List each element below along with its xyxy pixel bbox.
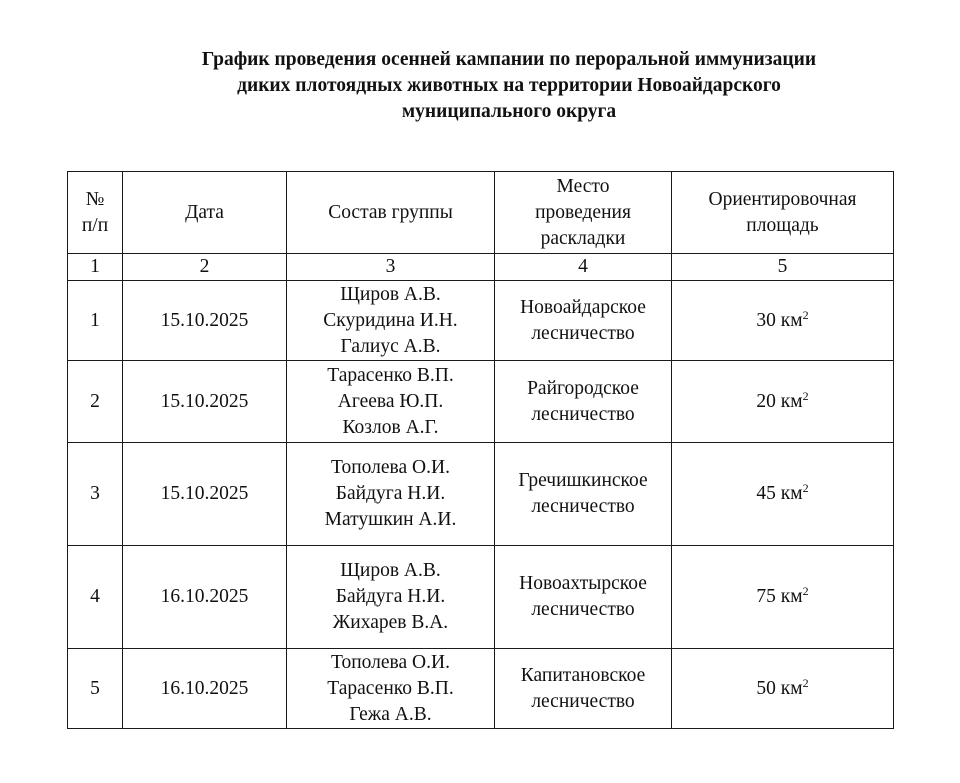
row-place — [495, 443, 672, 546]
row-date: 15.10.2025 — [123, 281, 287, 361]
column-number: 2 — [123, 254, 287, 281]
group-member: Тарасенко В.П. — [327, 677, 454, 699]
place-line: лесничество — [531, 599, 635, 620]
place-line: Гречишкинское — [518, 470, 648, 491]
header-number-line: п/п — [81, 214, 109, 236]
area-value: 45 км — [756, 483, 803, 504]
place-line: Райгородское — [527, 377, 639, 399]
row-number: 1 — [68, 281, 123, 361]
group-member: Тополева О.И. — [331, 651, 450, 673]
header-place-line: Место — [556, 175, 610, 197]
table-header-row — [68, 172, 894, 254]
area-value: 20 км — [756, 390, 803, 412]
row-number: 5 — [68, 649, 123, 729]
row-area — [672, 546, 894, 649]
group-member: Гежа А.В. — [349, 703, 432, 725]
header-place-line: проведения — [535, 201, 631, 223]
title-line-1: График проведения осенней кампании по пероральной иммунизации — [201, 49, 817, 70]
row-area — [672, 281, 894, 361]
row-date: 15.10.2025 — [123, 361, 287, 443]
group-member: Байдуга Н.И. — [335, 483, 446, 504]
table-row — [68, 649, 894, 729]
place-line: Капитановское — [520, 664, 646, 686]
row-date: 16.10.2025 — [123, 649, 287, 729]
header-area — [672, 172, 894, 254]
group-member: Агеева Ю.П. — [337, 390, 444, 412]
area-value: 30 км — [756, 309, 803, 331]
place-line: лесничество — [531, 403, 635, 425]
header-number-line: № — [85, 188, 105, 210]
row-date: 16.10.2025 — [123, 546, 287, 649]
group-member: Байдуга Н.И. — [335, 586, 446, 607]
row-area — [672, 649, 894, 729]
row-number: 3 — [68, 443, 123, 546]
area-value: 75 км — [756, 586, 803, 607]
header-area-line: площадь — [746, 214, 819, 236]
row-place — [495, 361, 672, 443]
table-row — [68, 281, 894, 361]
area-unit-exponent: 2 — [802, 388, 809, 403]
row-group — [287, 546, 495, 649]
row-area — [672, 443, 894, 546]
group-member: Галиус А.В. — [340, 335, 441, 357]
table-row — [68, 546, 894, 649]
group-member: Тополева О.И. — [331, 457, 450, 478]
place-line: лесничество — [531, 496, 635, 517]
column-number: 3 — [287, 254, 495, 281]
group-member: Щиров А.В. — [340, 283, 441, 305]
place-line: Новоайдарское — [520, 296, 646, 318]
row-group — [287, 649, 495, 729]
row-group — [287, 361, 495, 443]
header-group: Состав группы — [287, 172, 495, 254]
header-number — [68, 172, 123, 254]
group-member: Матушкин А.И. — [324, 509, 457, 530]
row-place — [495, 649, 672, 729]
area-unit-exponent: 2 — [802, 307, 809, 322]
row-group — [287, 281, 495, 361]
column-numbering-row — [68, 254, 894, 281]
area-unit-exponent: 2 — [802, 584, 809, 598]
schedule-table — [67, 171, 894, 729]
row-number: 4 — [68, 546, 123, 649]
row-area — [672, 361, 894, 443]
area-value: 50 км — [756, 677, 803, 699]
header-area-line: Ориентировочная — [708, 188, 857, 210]
place-line: Новоахтырское — [519, 573, 647, 594]
column-number: 5 — [672, 254, 894, 281]
header-place — [495, 172, 672, 254]
area-unit-exponent: 2 — [802, 481, 809, 495]
page-title — [100, 47, 918, 125]
column-number: 4 — [495, 254, 672, 281]
place-line: лесничество — [531, 322, 635, 344]
group-member: Козлов А.Г. — [342, 416, 439, 438]
place-line: лесничество — [531, 690, 635, 712]
group-member: Щиров А.В. — [340, 560, 441, 581]
table-row — [68, 361, 894, 443]
table-row — [68, 443, 894, 546]
row-number: 2 — [68, 361, 123, 443]
group-member: Тарасенко В.П. — [327, 364, 454, 386]
title-line-3: муниципального округа — [401, 101, 617, 122]
header-date: Дата — [123, 172, 287, 254]
group-member: Скуридина И.Н. — [323, 309, 458, 331]
row-group — [287, 443, 495, 546]
row-date: 15.10.2025 — [123, 443, 287, 546]
area-unit-exponent: 2 — [802, 675, 809, 690]
row-place — [495, 281, 672, 361]
group-member: Жихарев В.А. — [332, 612, 449, 633]
column-number: 1 — [68, 254, 123, 281]
header-place-line: раскладки — [540, 227, 626, 249]
row-place — [495, 546, 672, 649]
title-line-2: диких плотоядных животных на территории Новоайдарского — [237, 75, 781, 96]
